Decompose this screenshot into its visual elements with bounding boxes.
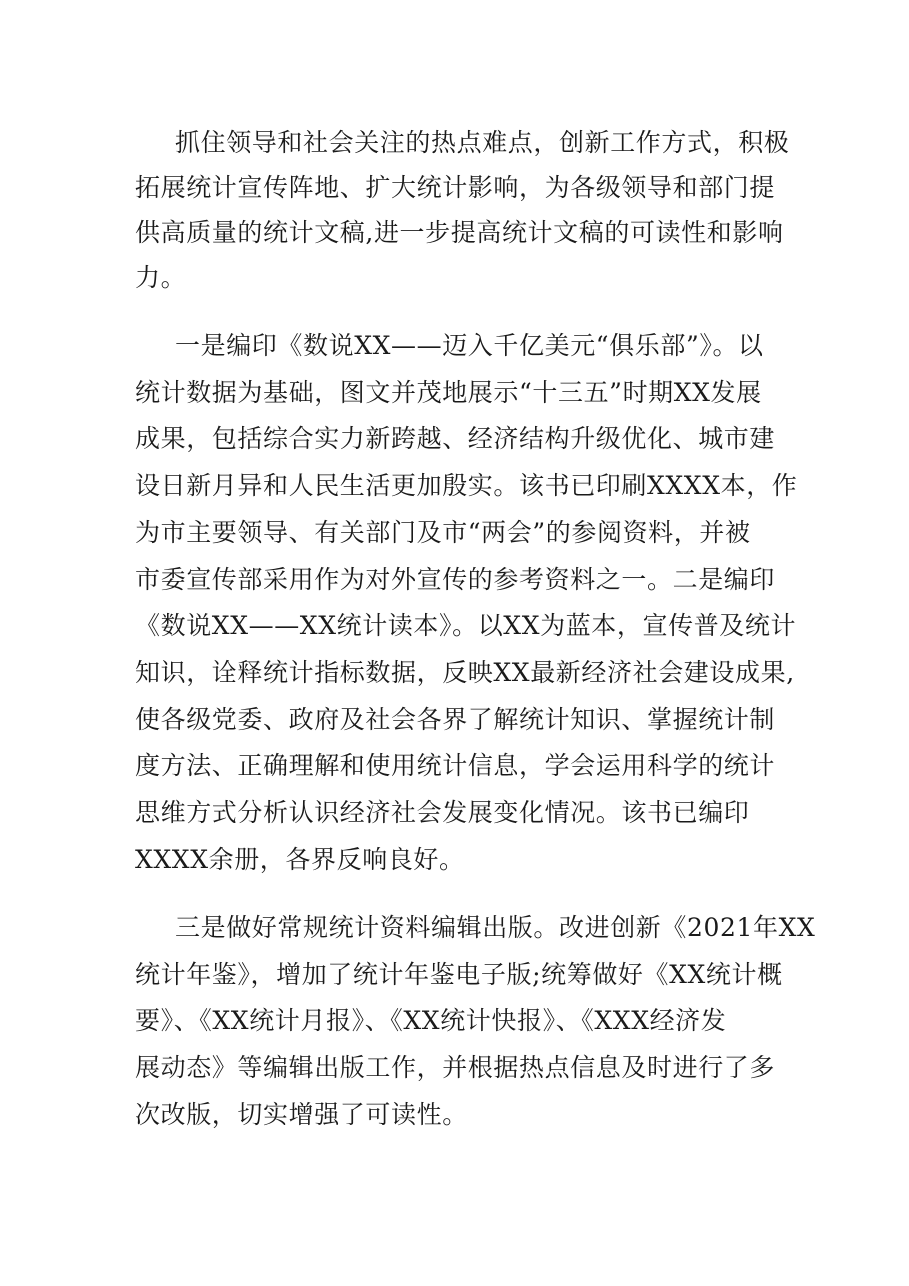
paragraph-3-line-1: 三是做好常规统计资料编辑出版。改进创新《2021年XX	[175, 913, 816, 942]
paragraph-3-line-3: 要》、《XX统计月报》、《XX统计快报》、《XXX经济发	[135, 1006, 727, 1035]
paragraph-2-line-5: 为市主要领导、有关部门及市“两会”的参阅资料，并被	[135, 518, 751, 547]
paragraph-2-line-9: 使各级党委、政府及社会各界了解统计知识、掌握统计制	[135, 705, 776, 734]
paragraph-2-line-4: 设日新月异和人民生活更加殷实。该书已印刷XXXX本，作	[135, 471, 798, 500]
paragraph-1-line-1: 抓住领导和社会关注的热点难点，创新工作方式，积极	[175, 128, 790, 157]
paragraph-2-line-2: 统计数据为基础，图文并茂地展示“十三五”时期XX发展	[135, 378, 762, 407]
paragraph-1-line-3: 供高质量的统计文稿,进一步提高统计文稿的可读性和影响	[135, 218, 784, 247]
paragraph-2-line-3: 成果，包括综合实力新跨越、经济结构升级优化、城市建	[135, 424, 776, 453]
paragraph-2-line-10: 度方法、正确理解和使用统计信息，学会运用科学的统计	[135, 751, 776, 780]
paragraph-2-line-8: 知识，诠释统计指标数据，反映XX最新经济社会建设成果,	[135, 658, 795, 687]
paragraph-3-line-2: 统计年鉴》，增加了统计年鉴电子版;统筹做好《XX统计概	[135, 960, 783, 989]
paragraph-1-line-4: 力。	[135, 263, 187, 292]
paragraph-2-line-7: 《数说XX——XX统计读本》。以XX为蓝本，宣传普及统计	[135, 611, 797, 640]
paragraph-3-line-4: 展动态》等编辑出版工作，并根据热点信息及时进行了多	[135, 1053, 776, 1082]
paragraph-3-line-5: 次改版，切实增强了可读性。	[135, 1100, 468, 1129]
paragraph-2-line-11: 思维方式分析认识经济社会发展变化情况。该书已编印	[135, 798, 750, 827]
paragraph-2-line-12: XXXX余册，各界反响良好。	[135, 845, 465, 874]
paragraph-2-line-1: 一是编印《数说XX——迈入千亿美元“俱乐部”》。以	[175, 331, 764, 360]
paragraph-2-line-6: 市委宣传部采用作为对外宣传的参考资料之一。二是编印	[135, 565, 776, 594]
paragraph-1-line-2: 拓展统计宣传阵地、扩大统计影响，为各级领导和部门提	[135, 173, 776, 202]
